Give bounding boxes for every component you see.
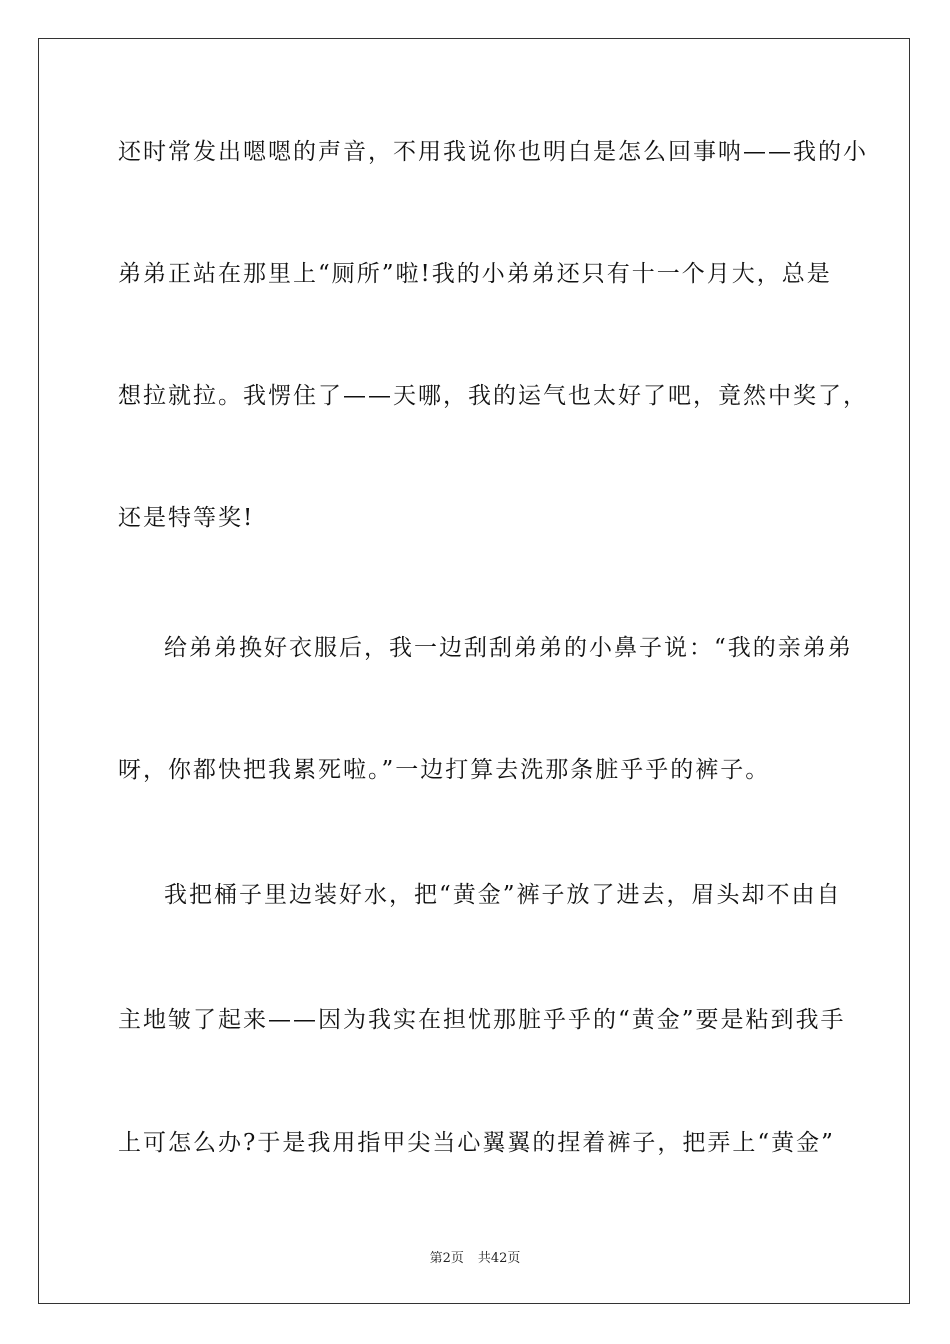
text-line: 上可怎么办?于是我用指甲尖当心翼翼的捏着裤子，把弄上“黄金”	[118, 1130, 835, 1156]
page-number: 第2页	[429, 1251, 464, 1266]
paragraph-first-line: 给弟弟换好衣服后，我一边刮刮弟弟的小鼻子说：“我的亲弟弟	[164, 635, 853, 661]
text-line: 呀，你都快把我累死啦。”一边打算去洗那条脏乎乎的裤子。	[118, 757, 771, 783]
page-border	[38, 38, 910, 1304]
text-line: 还是特等奖!	[118, 505, 255, 531]
page-total: 共42页	[477, 1251, 521, 1266]
text-line: 还时常发出嗯嗯的声音，不用我说你也明白是怎么回事呐——我的小	[118, 139, 868, 165]
text-line: 弟弟正站在那里上“厕所”啦!我的小弟弟还只有十一个月大，总是	[118, 261, 832, 287]
page-footer	[0, 1247, 950, 1266]
paragraph-first-line: 我把桶子里边装好水，把“黄金”裤子放了进去，眉头却不由自	[164, 882, 842, 908]
text-line: 想拉就拉。我愣住了——天哪，我的运气也太好了吧，竟然中奖了，	[118, 383, 868, 409]
text-line: 主地皱了起来——因为我实在担忧那脏乎乎的“黄金”要是粘到我手	[118, 1007, 846, 1033]
